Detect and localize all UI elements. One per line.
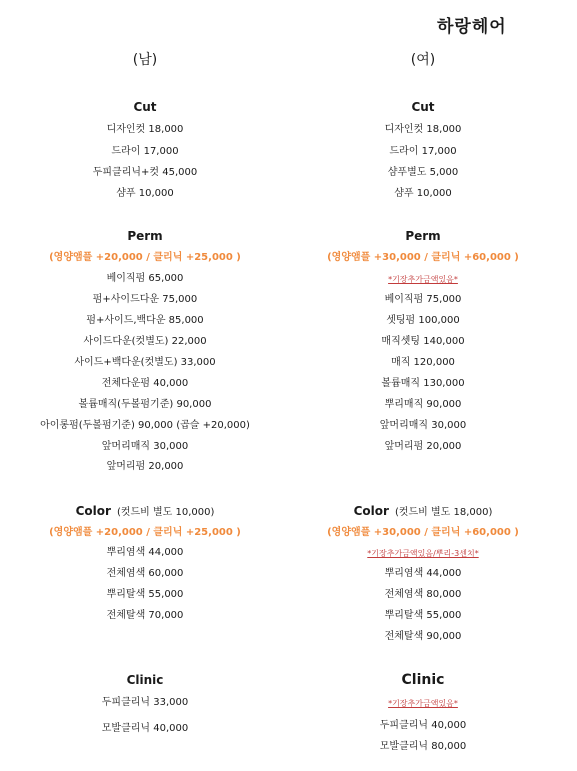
men-color-addon: (영양앰플 +20,000 / 클리닉 +25,000 ) <box>49 527 241 538</box>
women-color-title <box>278 503 568 518</box>
men-perm-item: 사이드+백다운(컷별도) 33,000 <box>74 357 216 368</box>
women-clinic-title: Clinic <box>401 672 445 688</box>
women-color-title-text: Color <box>353 504 389 518</box>
women-color-red-note: *기장추가금액있음/뿌리-3센치* <box>367 549 479 558</box>
men-color-item: 전체염색 60,000 <box>106 568 184 579</box>
women-perm-item: 매직 120,000 <box>391 357 455 368</box>
men-cut-item: 디자인컷 18,000 <box>106 124 184 135</box>
women-cut-title: Cut <box>411 100 435 114</box>
men-label: (남) <box>132 52 158 68</box>
women-clinic-item: 모발클리닉 80,000 <box>379 741 467 752</box>
women-perm-item: 셋팅펌 100,000 <box>386 315 460 326</box>
men-clinic-item: 두피클리닉 33,000 <box>101 697 189 708</box>
men-perm-item: 펌+사이드,백다운 85,000 <box>86 315 204 326</box>
women-perm-item: 매직셋팅 140,000 <box>381 336 465 347</box>
men-color-item: 뿌리탈색 55,000 <box>106 589 184 600</box>
men-cut-item: 샴푸 10,000 <box>116 188 174 199</box>
men-perm-title: Perm <box>127 229 163 243</box>
men-perm-item: 사이드다운(컷별도) 22,000 <box>83 336 207 347</box>
men-perm-item: 전체다운펌 40,000 <box>101 378 189 389</box>
men-perm-item: 아이롱펌(두볼펌기준) 90,000 (곱슬 +20,000) <box>40 420 250 431</box>
women-clinic-note: *기장추가금액있음* <box>388 699 458 708</box>
men-color-item: 뿌리염색 44,000 <box>106 547 184 558</box>
men-cut-title: Cut <box>133 100 157 114</box>
men-perm-item: 앞머리펌 20,000 <box>106 461 184 472</box>
men-perm-addon: (영양앰플 +20,000 / 클리닉 +25,000 ) <box>49 252 241 263</box>
women-perm-addon: (영양앰플 +30,000 / 클리닉 +60,000 ) <box>327 252 519 263</box>
men-color-item: 전체탈색 70,000 <box>106 610 184 621</box>
shop-name: 하랑헤어 <box>437 17 507 37</box>
women-clinic-item: 두피클리닉 40,000 <box>379 720 467 731</box>
men-perm-item: 볼륨매직(두볼펌기준) 90,000 <box>78 399 212 410</box>
men-clinic-item: 모발클리닉 40,000 <box>101 723 189 734</box>
women-color-item: 전체탈색 90,000 <box>384 631 462 642</box>
women-perm-item: 베이직펌 75,000 <box>384 294 462 305</box>
men-perm-item: 펌+사이드다운 75,000 <box>92 294 198 305</box>
women-color-item: 뿌리탈색 55,000 <box>384 610 462 621</box>
men-perm-item: 베이직펌 65,000 <box>106 273 184 284</box>
women-cut-item: 샴푸 10,000 <box>394 188 452 199</box>
women-perm-item: 볼륨매직 130,000 <box>381 378 465 389</box>
men-color-note: (컷드비 별도 10,000) <box>116 507 215 518</box>
women-color-item: 뿌리염색 44,000 <box>384 568 462 579</box>
women-perm-item: 뿌리매직 90,000 <box>384 399 462 410</box>
men-cut-item: 드라이 17,000 <box>111 146 179 157</box>
women-color-addon: (영양앰플 +30,000 / 클리닉 +60,000 ) <box>327 527 519 538</box>
men-color-title-text: Color <box>75 504 111 518</box>
women-perm-item: 앞머리매직 30,000 <box>379 420 467 431</box>
women-perm-note: *기장추가금액있음* <box>388 275 458 284</box>
women-color-note: (컷드비 별도 18,000) <box>394 507 493 518</box>
women-color-item: 전체염색 80,000 <box>384 589 462 600</box>
women-cut-item: 드라이 17,000 <box>389 146 457 157</box>
women-perm-title: Perm <box>405 229 441 243</box>
women-cut-item: 디자인컷 18,000 <box>384 124 462 135</box>
women-label: (여) <box>410 52 436 68</box>
women-cut-item: 샴푸별도 5,000 <box>387 167 459 178</box>
women-perm-item: 앞머리펌 20,000 <box>384 441 462 452</box>
men-clinic-title: Clinic <box>126 673 164 687</box>
men-color-title <box>0 503 290 518</box>
men-perm-item: 앞머리매직 30,000 <box>101 441 189 452</box>
men-cut-item: 두피클리닉+컷 45,000 <box>92 167 198 178</box>
